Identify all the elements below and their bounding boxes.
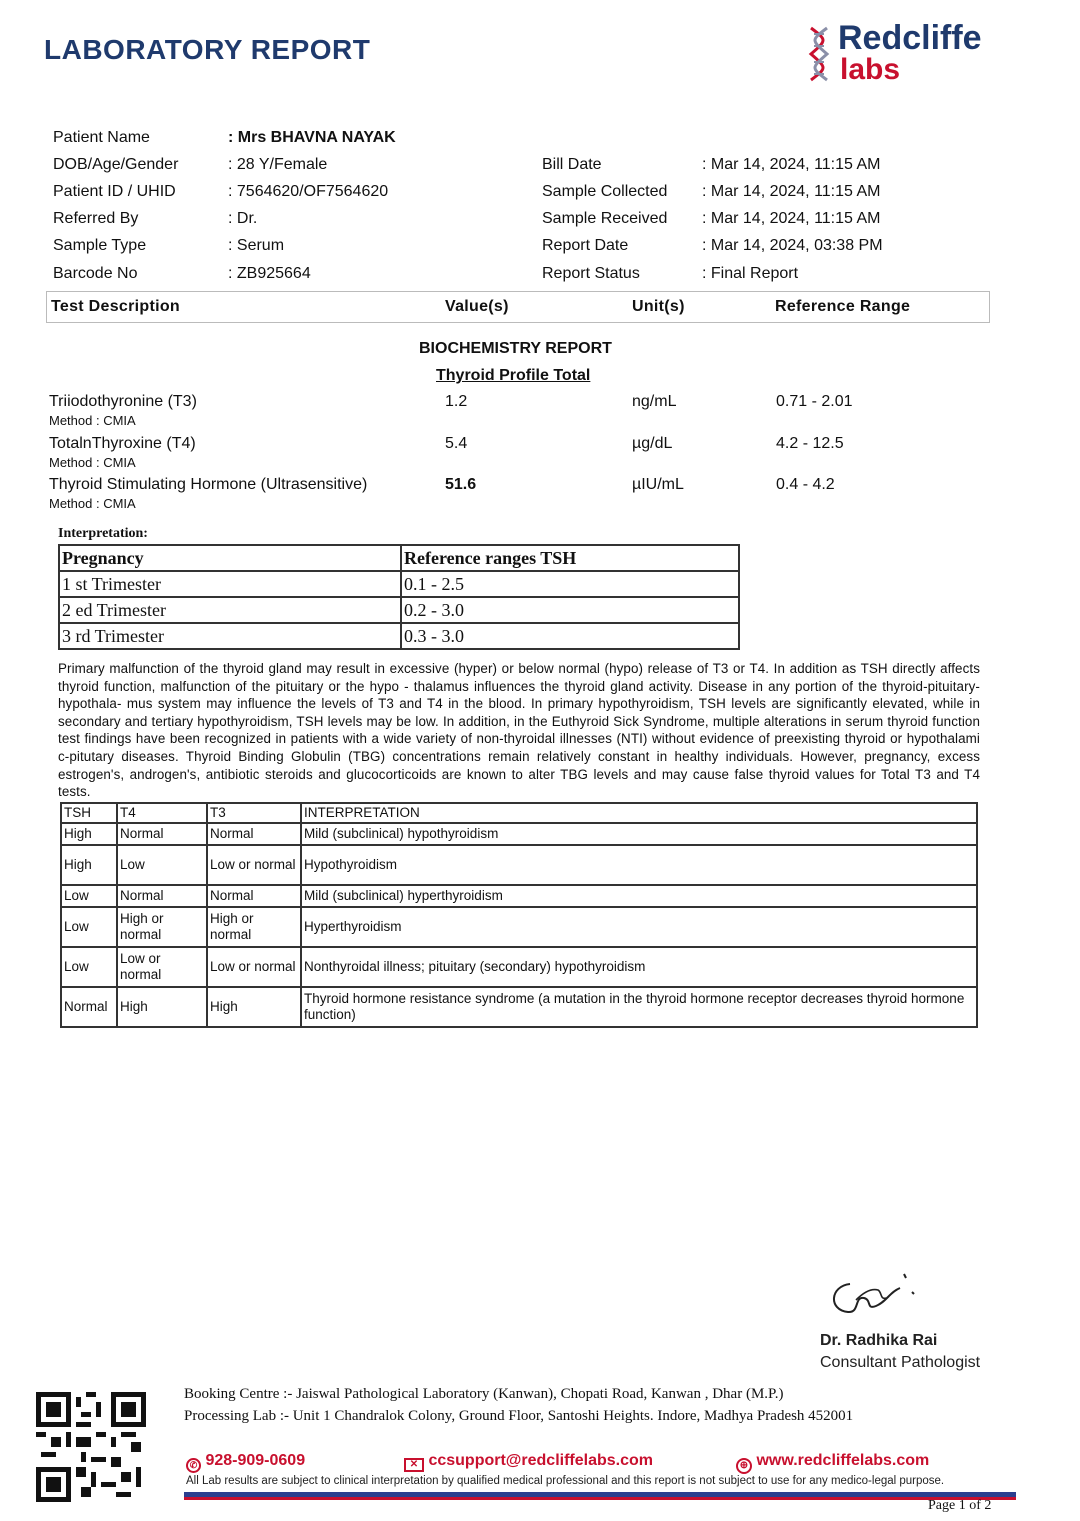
- test-unit: µIU/mL: [632, 476, 684, 493]
- table-cell: Normal: [117, 823, 207, 845]
- page-number: Page 1 of 2: [928, 1498, 992, 1513]
- test-value: 51.6: [445, 476, 477, 493]
- report-status-label: Report Status: [542, 265, 640, 282]
- table-header-cell: TSH: [61, 803, 117, 823]
- website-contact: [736, 1452, 929, 1474]
- table-header-cell: Pregnancy: [59, 545, 401, 571]
- phone-contact: [186, 1452, 305, 1473]
- test-range: 0.4 - 4.2: [776, 476, 835, 493]
- col-reference-range: Reference Range: [775, 298, 911, 315]
- booking-centre: Booking Centre :- Jaiswal Pathological Laboratory (Kanwan), Chopati Road, Kanwan , Dhar (M.P.): [184, 1386, 784, 1402]
- table-header-cell: T3: [207, 803, 301, 823]
- report-title: LABORATORY REPORT: [44, 34, 371, 65]
- table-cell: Thyroid hormone resistance syndrome (a mutation in the thyroid hormone receptor decreases thyroid hormone function): [301, 987, 977, 1027]
- table-row: [61, 907, 977, 947]
- report-date-value: : Mar 14, 2024, 03:38 PM: [702, 237, 883, 254]
- test-value: 5.4: [445, 435, 468, 452]
- table-cell: Low: [61, 885, 117, 907]
- table-row: [61, 823, 977, 845]
- disclaimer: All Lab results are subject to clinical interpretation by qualified medical professional and this report is not subject to use for any medico-legal purpose.: [186, 1475, 945, 1487]
- signatory-name: Dr. Radhika Rai: [820, 1332, 938, 1349]
- logo-text-labs: labs: [840, 53, 901, 86]
- table-cell: Normal: [61, 987, 117, 1027]
- table-cell: 0.1 - 2.5: [401, 571, 739, 597]
- sample-type-value: : Serum: [228, 237, 285, 254]
- sample-collected-value: : Mar 14, 2024, 11:15 AM: [702, 183, 881, 200]
- section-subtitle: Thyroid Profile Total: [436, 367, 591, 384]
- sample-type-label: Sample Type: [53, 237, 147, 254]
- table-cell: High: [207, 987, 301, 1027]
- patient-id-value: : 7564620/OF7564620: [228, 183, 389, 200]
- table-row: [61, 987, 977, 1027]
- interpretation-label: Interpretation:: [58, 526, 148, 541]
- interpretation-paragraph: Primary malfunction of the thyroid gland may result in excessive (hyper) or below normal (hypo) release of T3 or T4. In addition as TSH directly affects thyroid function, malfunction of the pituitary or the hypo - thalamus influences the thyroid gland activity. Disease in any portion of the thyroid-pituitary-hypothala- mus system may influence the levels of T3 and T4 in the blood. In primary hypothyroidism, TSH levels are significantly elevated, while in secondary and tertiary hypothyroidism, TSH levels may be low. In addition, in the Euthyroid Sick Syndrome, multiple alterations in serum thyroid function test findings have been recognized in patients with a wide variety of non-thyroidal illnesses (NTI) without evidence of preexisting thyroid or hypothalami c-pitutary diseases. Thyroid Binding Globulin (TBG) concentrations remain relatively constant in healthy individuals. However, pregnancy, excess estrogen's, androgen's, antibiotic steroids and glucocorticoids are known to alter TBG levels and may cause false thyroid values for Total T3 and T4 tests.: [58, 661, 980, 800]
- patient-name-label: Patient Name: [53, 129, 150, 146]
- referred-by-value: : Dr.: [228, 210, 258, 227]
- test-method: Method : CMIA: [49, 496, 136, 511]
- table-cell: Low: [117, 845, 207, 885]
- section-title: BIOCHEMISTRY REPORT: [419, 340, 612, 357]
- table-cell: 1 st Trimester: [59, 571, 401, 597]
- barcode-value: : ZB925664: [228, 265, 311, 282]
- table-cell: High or normal: [207, 907, 301, 947]
- email-link[interactable]: ccsupport@redcliffelabs.com: [428, 1452, 653, 1469]
- thyroid-interpretation-table: [60, 802, 978, 1028]
- table-cell: Low: [61, 907, 117, 947]
- report-date-label: Report Date: [542, 237, 629, 254]
- qr-code-icon: [36, 1392, 146, 1502]
- report-status-value: : Final Report: [702, 265, 799, 282]
- table-header-row: [59, 545, 739, 571]
- col-test-description: Test Description: [51, 298, 180, 315]
- phone-icon: ✆: [186, 1458, 201, 1473]
- table-cell: 3 rd Trimester: [59, 623, 401, 649]
- test-name: Triiodothyronine (T3): [49, 393, 197, 410]
- referred-by-label: Referred By: [53, 210, 139, 227]
- dob-label: DOB/Age/Gender: [53, 156, 179, 173]
- table-cell: Hyperthyroidism: [301, 907, 977, 947]
- signature-image: [820, 1270, 930, 1330]
- sample-received-label: Sample Received: [542, 210, 668, 227]
- dna-logo-icon: [808, 26, 830, 82]
- table-cell: Nonthyroidal illness; pituitary (secondary) hypothyroidism: [301, 947, 977, 987]
- table-header-cell: Reference ranges TSH: [401, 545, 739, 571]
- table-cell: 2 ed Trimester: [59, 597, 401, 623]
- sample-received-value: : Mar 14, 2024, 11:15 AM: [702, 210, 881, 227]
- table-row: [61, 845, 977, 885]
- table-row: [59, 597, 739, 623]
- phone-number[interactable]: 928-909-0609: [205, 1452, 306, 1469]
- mail-icon: ✕: [404, 1458, 424, 1472]
- table-cell: High or normal: [117, 907, 207, 947]
- test-value: 1.2: [445, 393, 468, 410]
- barcode-label: Barcode No: [53, 265, 138, 282]
- table-row: [61, 885, 977, 907]
- table-row: [59, 623, 739, 649]
- test-method: Method : CMIA: [49, 413, 136, 428]
- test-name: TotalnThyroxine (T4): [49, 435, 196, 452]
- table-cell: Low or normal: [207, 947, 301, 987]
- website-link[interactable]: www.redcliffelabs.com: [756, 1452, 930, 1469]
- test-range: 0.71 - 2.01: [776, 393, 853, 410]
- table-row: [61, 947, 977, 987]
- footer-bar-accent: [184, 1497, 1016, 1500]
- bill-date-value: : Mar 14, 2024, 11:15 AM: [702, 156, 881, 173]
- signatory-role: Consultant Pathologist: [820, 1354, 981, 1371]
- redcliffe-logo: [808, 19, 998, 92]
- test-range: 4.2 - 12.5: [776, 435, 844, 452]
- dob-value: : 28 Y/Female: [228, 156, 328, 173]
- sample-collected-label: Sample Collected: [542, 183, 668, 200]
- patient-name-value: : Mrs BHAVNA NAYAK: [228, 129, 396, 146]
- col-values: Value(s): [445, 298, 509, 315]
- table-cell: Mild (subclinical) hypothyroidism: [301, 823, 977, 845]
- col-units: Unit(s): [632, 298, 685, 315]
- email-contact: [404, 1452, 653, 1472]
- results-column-header: [46, 291, 990, 323]
- test-method: Method : CMIA: [49, 455, 136, 470]
- table-cell: 0.3 - 3.0: [401, 623, 739, 649]
- table-cell: Normal: [117, 885, 207, 907]
- table-header-row: [61, 803, 977, 823]
- table-cell: Low or normal: [207, 845, 301, 885]
- test-unit: ng/mL: [632, 393, 677, 410]
- logo-text-redcliffe: Redcliffe: [838, 19, 982, 57]
- test-unit: µg/dL: [632, 435, 673, 452]
- processing-lab: Processing Lab :- Unit 1 Chandralok Colony, Ground Floor, Santoshi Heights. Indore, Madhya Pradesh 452001: [184, 1408, 854, 1424]
- table-cell: Hypothyroidism: [301, 845, 977, 885]
- globe-icon: ⊕: [736, 1458, 752, 1474]
- table-header-cell: T4: [117, 803, 207, 823]
- table-cell: Mild (subclinical) hyperthyroidism: [301, 885, 977, 907]
- bill-date-label: Bill Date: [542, 156, 602, 173]
- table-cell: High: [61, 845, 117, 885]
- test-name: Thyroid Stimulating Hormone (Ultrasensitive): [49, 476, 368, 493]
- table-header-cell: INTERPRETATION: [301, 803, 977, 823]
- table-row: [59, 571, 739, 597]
- patient-id-label: Patient ID / UHID: [53, 183, 176, 200]
- pregnancy-tsh-table: [58, 544, 740, 650]
- table-cell: Normal: [207, 885, 301, 907]
- table-cell: Low or normal: [117, 947, 207, 987]
- table-cell: 0.2 - 3.0: [401, 597, 739, 623]
- table-cell: High: [61, 823, 117, 845]
- table-cell: Normal: [207, 823, 301, 845]
- table-cell: High: [117, 987, 207, 1027]
- table-cell: Low: [61, 947, 117, 987]
